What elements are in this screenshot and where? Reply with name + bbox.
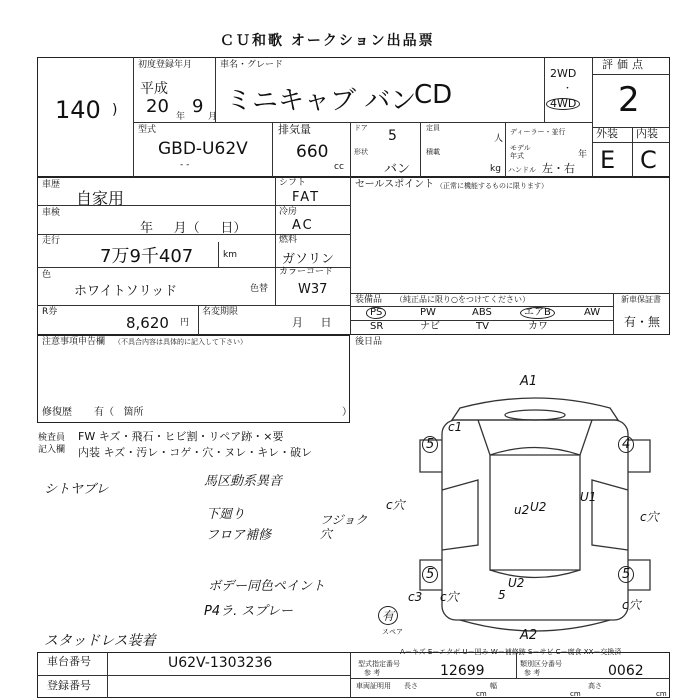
sheet-title: ＣＵ和歌 オークション出品票 (220, 33, 435, 49)
equip-tv: TV (476, 321, 489, 332)
load-unit: kg (490, 164, 501, 174)
class-ref: 参 考 (524, 669, 541, 677)
diag-u1: U1 (580, 490, 597, 504)
repair-label: 修復歴 (42, 407, 72, 418)
inspection-text: 年 月（ 日） (140, 221, 247, 236)
checklist-row-2: 内装 キズ・汚レ・コゲ・穴・ヌレ・キレ・破レ (78, 446, 313, 459)
recycle-unit: 円 (180, 318, 190, 328)
reg-year-unit: 年 (176, 112, 186, 122)
ninsho-ref: 参 考 (364, 669, 381, 677)
mileage-value: 7万9千407 (100, 246, 194, 267)
spare-label: スペア (382, 628, 403, 636)
ac-value: AC (292, 218, 314, 233)
diag-c3: c3 (408, 590, 423, 604)
checklist-label-2: 記入欄 (38, 445, 66, 455)
shift-label: シフト (279, 178, 307, 188)
notes-label: 注意事項申告欄 (42, 337, 106, 347)
damage-legend: A－キズ E－エクボ U－凹み W－補修跡 S－サビ C－腐食 XX－交換済 (400, 648, 622, 656)
deadline-text: 月 日 (292, 316, 332, 329)
equip-leather: カワ (528, 321, 548, 332)
diag-c1: c1 (448, 420, 463, 434)
score-value: 2 (618, 80, 640, 120)
spare-tire: 有 (378, 606, 398, 625)
fuel-value: ガソリン (282, 252, 335, 267)
usage-value: 自家用 (76, 189, 125, 208)
diag-5b: 5 (422, 566, 438, 583)
diag-c-hole-right: c穴 (640, 510, 659, 524)
score-label: 評価点 (602, 58, 647, 71)
dealer-label: ディーラー・並行 (510, 128, 566, 136)
checklist-label-1: 検査員 (38, 433, 66, 443)
diag-c-hole-left: c穴 (386, 498, 405, 512)
dims-length: 長さ (404, 682, 418, 690)
diag-u2c: U2 (508, 576, 525, 590)
repair-text: 有（ 箇所 (94, 407, 144, 418)
repair-close: ） (342, 407, 352, 418)
door-label: ドア (354, 124, 368, 132)
equip-ps: PS (366, 307, 386, 319)
frame-value: U62V-1303236 (168, 655, 273, 671)
ext-label: 外装 (596, 127, 618, 140)
diag-5c: 5 (618, 566, 634, 583)
equip-aw: AW (584, 307, 601, 318)
colorcode-value: W37 (298, 282, 328, 297)
capacity-label: 定員 (426, 124, 440, 132)
color-label: 色 (42, 270, 52, 280)
diag-4: 4 (618, 436, 634, 453)
hand-note-floor: フロア補修 (206, 528, 272, 543)
warranty-label: 新車保証書 (621, 295, 661, 304)
ninsho-label: 型式指定番号 (358, 660, 400, 668)
registration-label: 登録番号 (47, 679, 91, 692)
recycle-value: 8,620 (126, 314, 169, 332)
notes-frame (37, 335, 350, 423)
ext-score: E (600, 146, 616, 174)
class-label: 類別区分番号 (520, 660, 562, 668)
dims-height: 高さ (588, 682, 602, 690)
dims-width: 幅 (490, 682, 497, 690)
selling-label: セールスポイント (355, 179, 435, 190)
fuel-label: 燃料 (279, 235, 298, 245)
disp-unit: cc (334, 162, 344, 172)
dims-height-unit: cm (656, 690, 667, 698)
dims-length-unit: cm (476, 690, 487, 698)
shift-value: FAT (292, 190, 321, 205)
car-label: 車名・グレード (220, 60, 284, 70)
diag-c-hole-bl: c穴 (440, 590, 459, 604)
disp-label: 排気量 (278, 123, 311, 136)
car-name: ミニキャブ バン (226, 86, 417, 116)
equip-navi: ナビ (420, 321, 440, 332)
capacity-unit: 人 (494, 134, 504, 144)
class-value: 0062 (608, 663, 644, 679)
checklist-row-1: FW キズ・飛石・ヒビ割・リペア跡・×要 (78, 430, 284, 443)
diag-a1: A1 (520, 374, 538, 389)
selling-note: （正常に機能するものに限ります） (436, 182, 548, 190)
hand-note-seat: シトヤブレ (44, 482, 109, 497)
model-dash: - - (180, 160, 190, 170)
recycle-label: R券 (42, 307, 58, 317)
door-value: 5 (388, 128, 397, 144)
reg-month: 9 (192, 96, 204, 117)
equipment-label: 装備品 (355, 295, 383, 305)
ac-label: 冷房 (279, 207, 298, 217)
model-year-unit: 年 (578, 150, 588, 160)
notes-note: （不具合内容は具体的に記入して下さい） (114, 338, 247, 346)
color-change: 色替 (250, 284, 269, 294)
dims-label: 車両証明用 (356, 682, 391, 690)
drive-sep: ・ (563, 84, 573, 94)
reg-era: 平成 (140, 81, 168, 97)
hand-note-corrosion: フジョク 穴 (320, 513, 368, 541)
diag-u2b: U2 (530, 500, 547, 514)
reg-label: 初度登録年月 (138, 60, 193, 70)
ninsho-value: 12699 (440, 663, 485, 679)
shape-value: バン (384, 162, 411, 177)
disp-value: 660 (296, 142, 329, 162)
usage-label: 車歴 (42, 180, 61, 190)
shape-label: 形状 (354, 148, 368, 156)
inspection-label: 車検 (42, 208, 61, 218)
lot-number: 140 (55, 96, 101, 124)
diag-u2a: u2 (514, 503, 530, 517)
deadline-label: 名変期限 (202, 307, 239, 317)
int-score: C (640, 146, 657, 174)
reg-month-unit: 月 (208, 112, 218, 122)
model-value: GBD-U62V (158, 139, 248, 159)
int-label: 内装 (636, 127, 658, 140)
equip-sr: SR (370, 321, 384, 332)
drive-2wd: 2WD (550, 67, 577, 80)
equip-abs: ABS (472, 307, 492, 318)
mileage-label: 走行 (42, 236, 61, 246)
color-value: ホワイトソリッド (74, 284, 178, 299)
lot-bracket: ) (112, 102, 118, 118)
diag-a2: A2 (520, 628, 538, 643)
load-label: 積載 (426, 148, 440, 156)
drive-4wd: 4WD (546, 98, 580, 110)
model-label: 型式 (138, 125, 157, 135)
hand-note-under: 下廻り (206, 507, 246, 522)
hand-note-paint: ボデー同色ペイント (208, 579, 326, 594)
hand-note-spray: P4ラ. スプレー (204, 604, 293, 619)
equip-airbag: エアB (520, 307, 555, 319)
diag-5d: 5 (498, 588, 506, 602)
diag-c-hole-br: c穴 (622, 598, 641, 612)
car-grade: CD (414, 80, 453, 110)
diag-5a: 5 (422, 436, 438, 453)
hand-note-studless: スタッドレス装着 (44, 633, 156, 649)
mileage-unit: km (223, 250, 237, 260)
equip-pw: PW (420, 307, 436, 318)
warranty-value: 有・無 (624, 315, 661, 329)
hand-note-drive: 馬区動系異音 (204, 474, 283, 489)
dims-width-unit: cm (570, 690, 581, 698)
handle-value: 左・右 (542, 162, 575, 175)
frame-label: 車台番号 (47, 655, 91, 668)
handle-label: ハンドル (508, 166, 536, 174)
model-year-label: モデル 年式 (510, 144, 531, 160)
later-label: 後日品 (355, 337, 383, 347)
colorcode-label: カラーコード (279, 267, 334, 277)
reg-year: 20 (146, 96, 169, 117)
equipment-note: （純正品に限り○をつけてください） (395, 295, 530, 304)
